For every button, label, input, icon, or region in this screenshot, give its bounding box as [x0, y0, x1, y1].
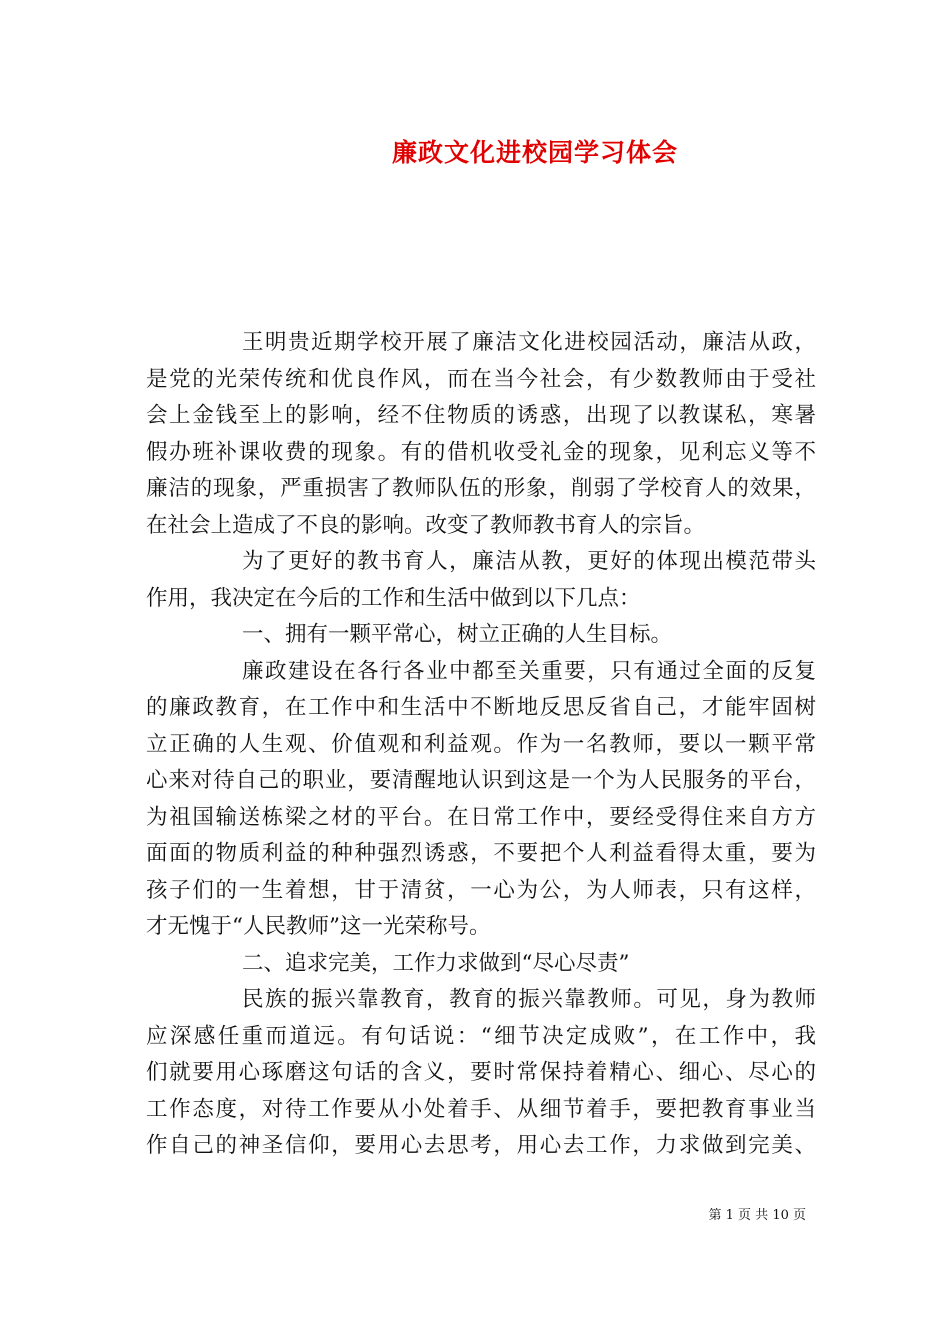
- text-line: 才无愧于“人民教师”这一光荣称号。: [146, 914, 491, 939]
- text-line: 工作态度，对待工作要从小处着手、从细节着手，要把教育事业当: [146, 1096, 816, 1122]
- text-line: 假办班补课收费的现象。有的借机收受礼金的现象，见利忘义等不: [146, 439, 816, 465]
- text-line: 二、追求完美，工作力求做到“尽心尽责”: [242, 950, 630, 976]
- text-line: 作自己的神圣信仰，要用心去思考，用心去工作，力求做到完美、: [146, 1133, 816, 1158]
- page-footer: 第 1 页 共 10 页: [708, 1208, 806, 1223]
- text-line: 廉洁的现象，严重损害了教师队伍的形象，削弱了学校育人的效果，: [146, 476, 816, 501]
- document-body: [146, 325, 816, 1165]
- text-line: 的廉政教育，在工作中和生活中不断地反思反省自己，才能牢固树: [146, 695, 816, 720]
- text-line: 们就要用心琢磨这句话的含义，要时常保持着精心、细心、尽心的: [146, 1060, 816, 1085]
- text-line: 廉政建设在各行各业中都至关重要，只有通过全面的反复: [242, 658, 816, 684]
- document-title: 廉政文化进校园学习体会: [391, 138, 678, 167]
- text-line: 在社会上造成了不良的影响。改变了教师教书育人的宗旨。: [146, 512, 706, 538]
- text-line: 心来对待自己的职业，要清醒地认识到这是一个为人民服务的平台，: [146, 768, 816, 793]
- text-line: 王明贵近期学校开展了廉洁文化进校园活动，廉洁从政，: [242, 330, 816, 355]
- text-line: 作用，我决定在今后的工作和生活中做到以下几点：: [146, 585, 641, 611]
- text-line: 为祖国输送栋梁之材的平台。在日常工作中，要经受得住来自方方: [146, 804, 816, 830]
- text-line: 为了更好的教书育人，廉洁从教，更好的体现出模范带头: [242, 549, 816, 574]
- text-line: 是党的光荣传统和优良作风，而在当今社会，有少数教师由于受社: [146, 366, 816, 392]
- text-line: 立正确的人生观、价值观和利益观。作为一名教师，要以一颗平常: [146, 731, 816, 757]
- text-line: 面面的物质利益的种种强烈诱惑，不要把个人利益看得太重，要为: [146, 841, 816, 866]
- text-line: 孩子们的一生着想，甘于清贫，一心为公，为人师表，只有这样，: [146, 877, 816, 903]
- text-line: 民族的振兴靠教育，教育的振兴靠教师。可见，身为教师: [242, 987, 816, 1012]
- text-line: 应深感任重而道远。有句话说：“细节决定成败”，在工作中，我: [146, 1023, 816, 1049]
- text-line: 会上金钱至上的影响，经不住物质的诱惑，出现了以教谋私，寒暑: [146, 403, 816, 428]
- text-line: 一、拥有一颗平常心，树立正确的人生目标。: [242, 622, 673, 647]
